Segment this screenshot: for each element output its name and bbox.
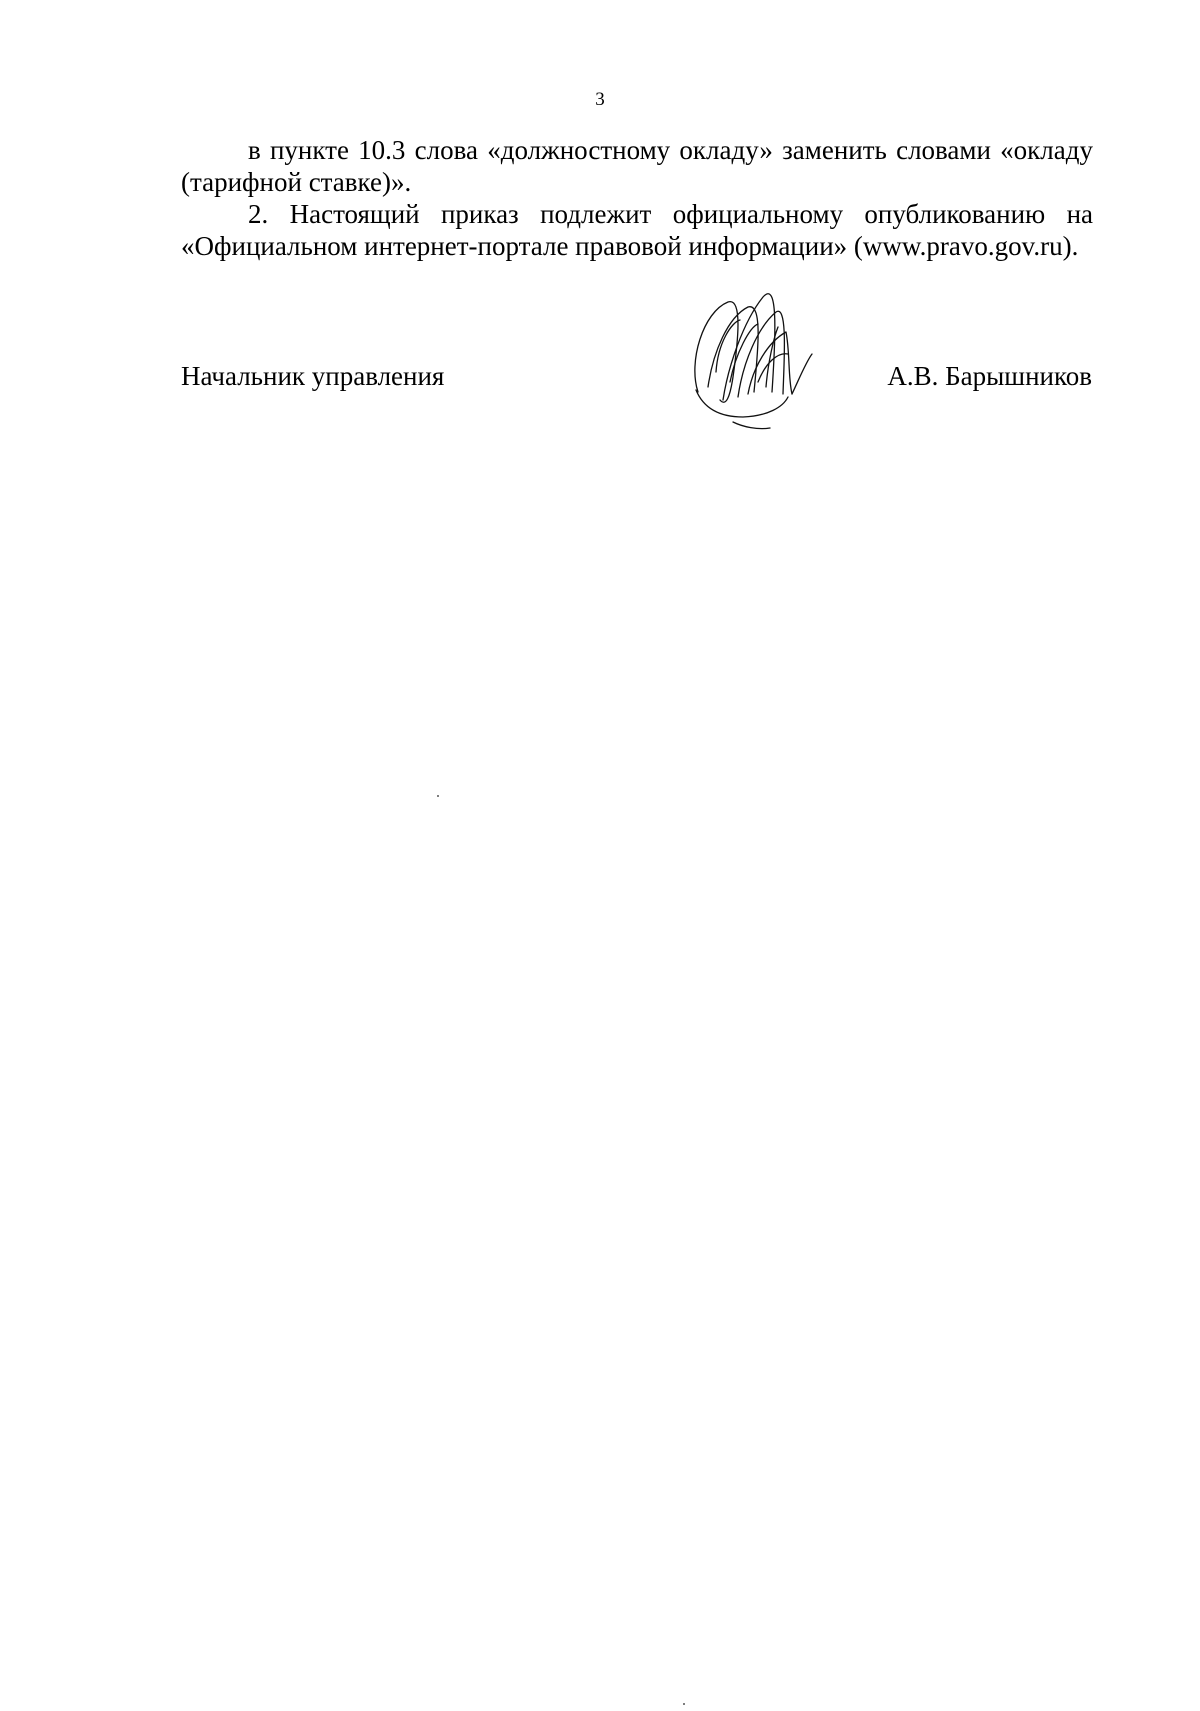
paragraph-1-line-1: в пункте 10.3 слова «должностному окладу» заменить словами «окладу [248, 135, 1093, 165]
paragraph-2-line-1: 2. Настоящий приказ подлежит официальному опубликованию на [248, 199, 1093, 229]
paragraph-1-line-2: (тарифной ставке)». [181, 167, 412, 197]
paragraph-2-line-2: «Официальном интернет-портале правовой информации» (www.pravo.gov.ru). [181, 231, 1079, 261]
page-number: 3 [595, 89, 605, 110]
document-body [181, 134, 1093, 262]
scan-speck [437, 795, 439, 797]
handwritten-signature [688, 282, 818, 442]
signer-position: Начальник управления [181, 361, 445, 391]
scan-speck [683, 1703, 685, 1705]
signer-name: А.В. Барышников [887, 361, 1092, 391]
